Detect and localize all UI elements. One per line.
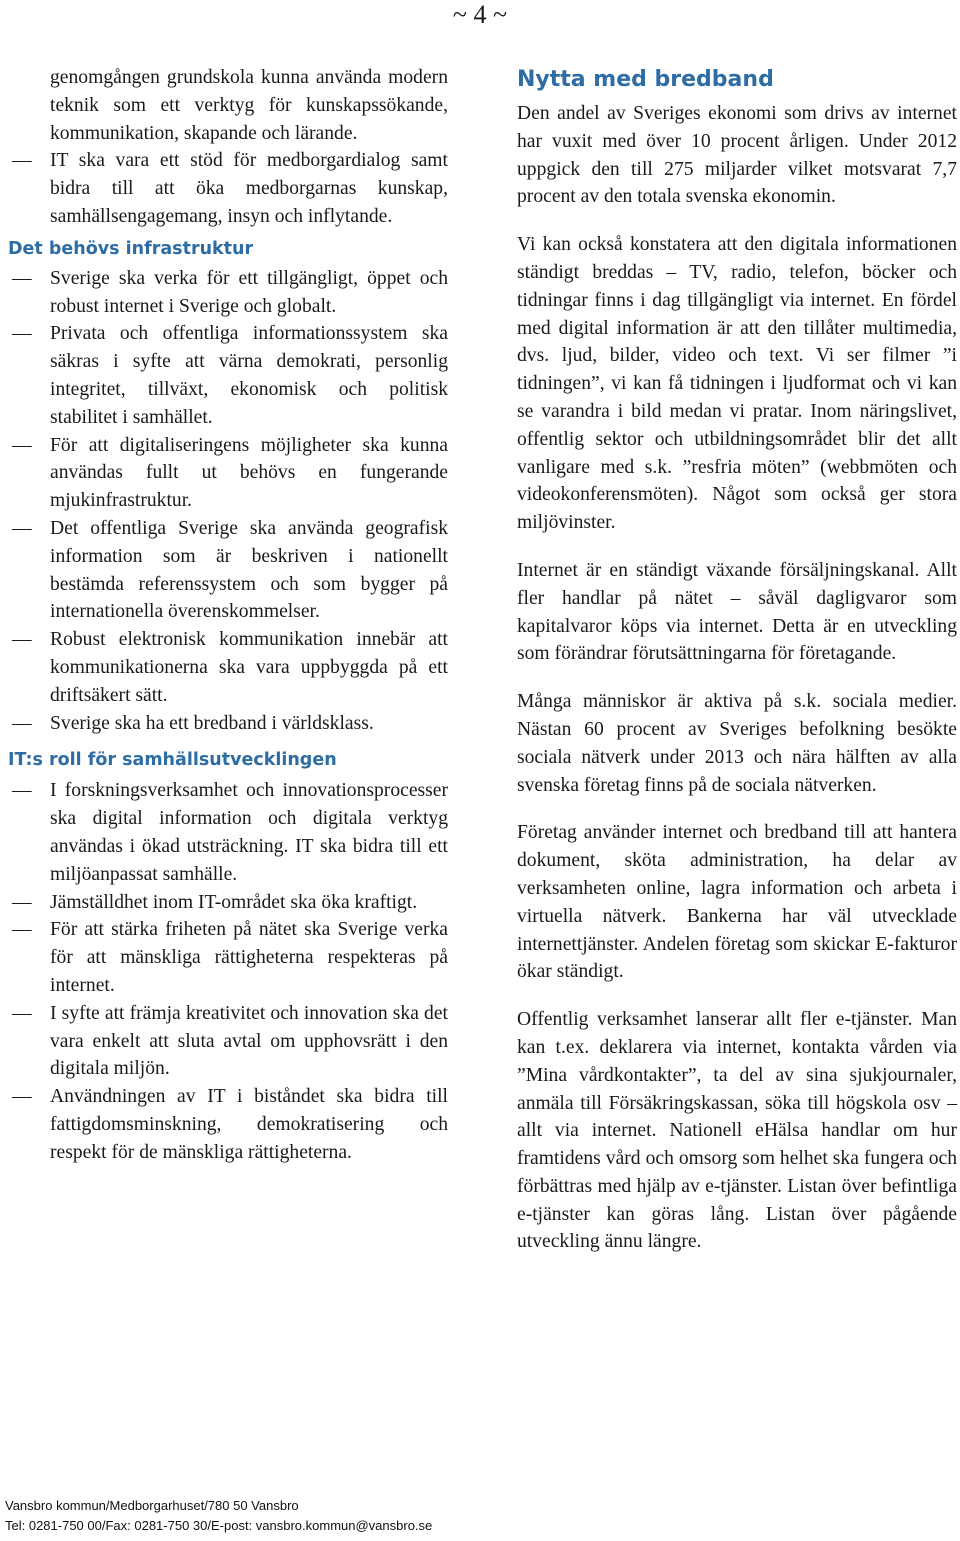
footer-address: Vansbro kommun/Medborgarhuset/780 50 Vansbro: [5, 1498, 299, 1513]
dash-bullet-icon: —: [12, 150, 32, 172]
list-item: [8, 265, 448, 321]
list-item-text: Användningen av IT i biståndet ska bidra till fattigdomsminskning, demokratisering och respekt för de mänskliga rättigheterna.: [50, 1086, 448, 1163]
list-item: [8, 1083, 448, 1166]
it-role-heading: IT:s roll för samhällsutvecklingen: [8, 750, 337, 771]
dash-bullet-icon: —: [12, 434, 32, 456]
list-item-text: Jämställdhet inom IT-området ska öka kraftigt.: [50, 891, 418, 913]
dash-bullet-icon: —: [12, 1002, 32, 1024]
broadband-paragraphs: [517, 100, 957, 1256]
paragraph: Företag använder internet och bredband till att hantera dokument, sköta administration, ha delar av verksamheten online, lagra information och arbeta i virtuella nätverk. Bankerna har väl utvecklade internettjänster. Andelen företag som skickar E-fakturor ökar ständigt.: [517, 822, 957, 983]
list-item-text: Privata och offentliga informationssystem ska säkras i syfte att värna demokrati, personlig integritet, tillväxt, ekonomisk och politisk stabilitet i samhället.: [50, 323, 448, 428]
right-column: [517, 64, 957, 1256]
infrastructure-list: [8, 265, 448, 738]
list-item-text: Sverige ska ha ett bredband i världsklass.: [50, 712, 374, 734]
paragraph: Vi kan också konstatera att den digitala informationen ständigt breddas – TV, radio, telefon, böcker och tidningar finns i dag tillgängligt via internet. En fördel med digital information är att den tillåter multimedia, dvs. ljud, bilder, video och text. Vi ser filmer ”i tidningen”, vi kan få tidningen i ljudformat och vi kan se varandra i bild medan vi pratar. Inom näringslivet, offentlig sektor och utbildningsområdet blir det allt vanligare med s.k. ”resfria möten” (webbmöten och videokonferensmöten). Något som också ger stora miljövinster.: [517, 234, 957, 534]
dash-bullet-icon: —: [12, 267, 32, 289]
list-item: [8, 916, 448, 999]
dash-bullet-icon: —: [12, 919, 32, 941]
list-item: [8, 320, 448, 431]
it-role-list: [8, 777, 448, 1166]
dash-bullet-icon: —: [12, 629, 32, 651]
list-item: [8, 710, 448, 738]
intro-list: [8, 147, 448, 230]
paragraph: Många människor är aktiva på s.k. sociala medier. Nästan 60 procent av Sveriges befolkning besökte sociala nätverk under 2013 och nära hälften av alla svenska företag finns på de sociala nätverken.: [517, 691, 957, 796]
footer-contact: Tel: 0281-750 00/Fax: 0281-750 30/E-post: vansbro.kommun@vansbro.se: [5, 1518, 433, 1533]
dash-bullet-icon: —: [12, 323, 32, 345]
infrastructure-heading: Det behövs infrastruktur: [8, 238, 254, 259]
list-item-text: För att stärka friheten på nätet ska Sverige verka för att mänskliga rättigheterna respekteras på internet.: [50, 919, 448, 996]
list-item-text: Robust elektronisk kommunikation innebär att kommunikationerna ska vara uppbyggda på ett driftsäkert sätt.: [50, 629, 448, 706]
list-item: [8, 432, 448, 515]
paragraph: Offentlig verksamhet lanserar allt fler e-tjänster. Man kan t.ex. deklarera via internet, kontakta vården via ”Mina vårdkontakter”, ta del av sina sjukjournaler, anmäla till Försäkringskassan, söka till högskola osv – allt via internet. Nationell eHälsa handlar om hur framtidens vård och omsorg som helhet ska fungera och förbättras med hjälp av e-tjänster. Listan över befintliga e-tjänster kan göras lång. Listan över pågående utveckling ännu längre.: [517, 1009, 957, 1253]
dash-bullet-icon: —: [12, 712, 32, 734]
dash-bullet-icon: —: [12, 891, 32, 913]
dash-bullet-icon: —: [12, 780, 32, 802]
list-item-text: Det offentliga Sverige ska använda geografisk information som är beskriven i nationellt bestämda referenssystem och som bygger på internationella överenskommelser.: [50, 517, 448, 623]
list-item: [8, 147, 448, 230]
dash-bullet-icon: —: [12, 1086, 32, 1108]
list-item: [8, 889, 448, 917]
list-item: [8, 626, 448, 709]
broadband-benefit-heading: Nytta med bredband: [517, 67, 774, 92]
list-item-text: För att digitaliseringens möjligheter ska kunna användas fullt ut behövs en fungerande mjukinfrastruktur.: [50, 434, 448, 512]
dash-bullet-icon: —: [12, 517, 32, 539]
list-item: [8, 777, 448, 888]
intro-paragraph: genomgången grundskola kunna använda modern teknik som ett verktyg för kunskapssökande, kommunikation, skapande och lärande.: [50, 67, 448, 144]
list-item: [8, 515, 448, 626]
paragraph: Internet är en ständigt växande försäljningskanal. Allt fler handlar på nätet – såväl dagligvaror som kapitalvaror köps via internet. Detta är en utveckling som förändrar förutsättningarna för företagande.: [517, 559, 957, 665]
footer: [5, 1496, 432, 1536]
paragraph: Den andel av Sveriges ekonomi som drivs av internet har vuxit med över 10 procent årligen. Under 2012 uppgick den till 275 miljarder vilket motsvarat 7,7 procent av den totala svenska ekonomin.: [517, 103, 957, 208]
list-item-text: Sverige ska verka för ett tillgängligt, öppet och robust internet i Sverige och globalt.: [50, 267, 448, 317]
page-number: ~ 4 ~: [452, 0, 508, 29]
list-item: [8, 1000, 448, 1083]
left-column: [8, 64, 448, 1166]
list-item-text: I syfte att främja kreativitet och innovation ska det vara enkelt att sluta avtal om upphovsrätt i den digitala miljön.: [50, 1002, 448, 1080]
list-item-text: I forskningsverksamhet och innovationsprocesser ska digital information och digitala verktyg användas i ökad utsträckning. IT ska bidra till ett miljöanpassat samhälle.: [50, 780, 448, 885]
list-item-text: IT ska vara ett stöd för medborgardialog samt bidra till att öka medborgarnas kunskap, samhällsengagemang, insyn och inflytande.: [50, 150, 448, 227]
